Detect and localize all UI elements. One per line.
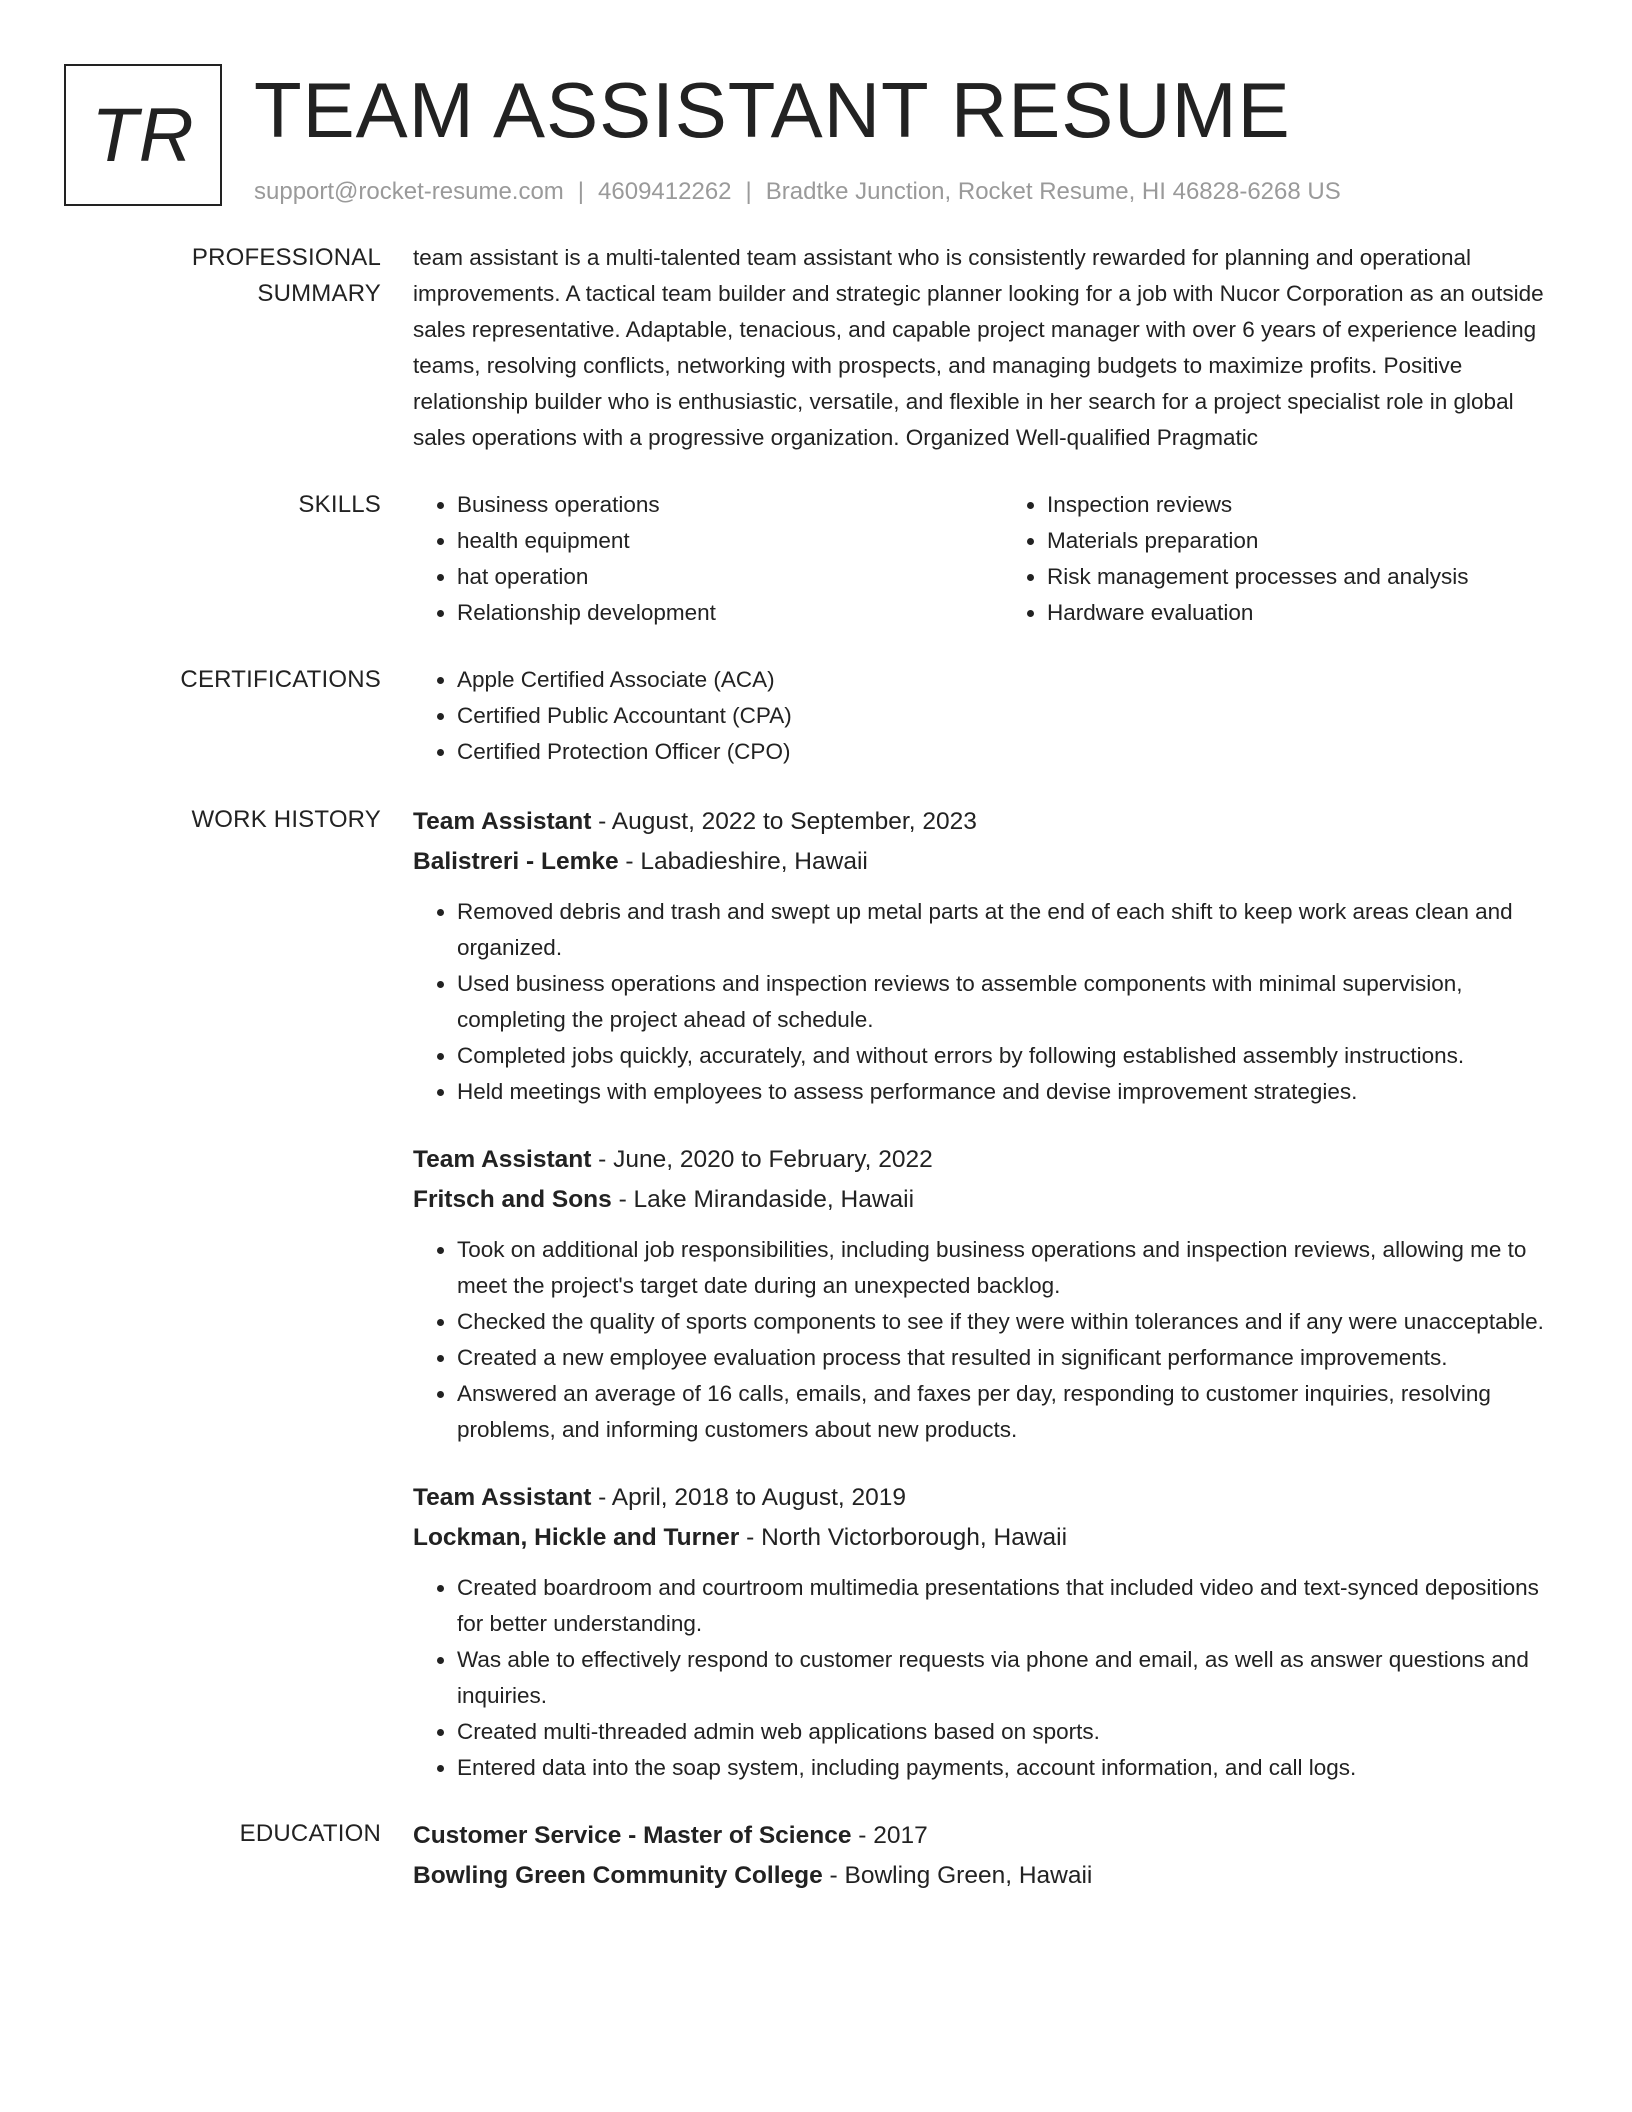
- certifications-body: [413, 662, 1562, 770]
- degree-name: Customer Service - Master of Science: [413, 1822, 852, 1849]
- job-bullets: [413, 894, 1562, 1110]
- job-title-line: [413, 802, 1562, 842]
- company-line: [413, 1518, 1562, 1558]
- job-bullets: [413, 1570, 1562, 1786]
- job-entry: [413, 1140, 1562, 1448]
- job-dates: - August, 2022 to September, 2023: [591, 808, 977, 835]
- certifications-label: CERTIFICATIONS: [180, 666, 381, 693]
- skill-item: • Materials preparation: [1047, 523, 1593, 559]
- certifications-section: [64, 662, 1562, 770]
- job-dates: - April, 2018 to August, 2019: [591, 1484, 907, 1511]
- contact-address: Bradtke Junction, Rocket Resume, HI 46828-6268 US: [765, 178, 1341, 205]
- job-bullet: • Answered an average of 16 calls, emails, and faxes per day, responding to customer inquiries, resolving problems, and informing customers about new products.: [457, 1376, 1562, 1448]
- certification-item: • Apple Certified Associate (ACA): [457, 662, 1562, 698]
- summary-text: team assistant is a multi-talented team assistant who is consistently rewarded for planning and operational improvements. A tactical team builder and strategic planner looking for a job with Nucor Corporation as an outside sales representative. Adaptable, tenacious, and capable project manager with over 6 years of experience leading teams, resolving conflicts, networking with prospects, and managing budgets to maximize profits. Positive relationship builder who is enthusiastic, versatile, and flexible in her search for a project specialist role in global sales operations with a progressive organization. Organized Well-qualified Pragmatic: [413, 245, 1544, 450]
- company-name: Balistreri - Lemke: [413, 848, 619, 875]
- job-bullet: • Used business operations and inspection reviews to assemble components with minimal supervision, completing the project ahead of schedule.: [457, 966, 1562, 1038]
- job-title-line: [413, 1478, 1562, 1518]
- job-title: Team Assistant: [413, 1146, 592, 1173]
- school-line: [413, 1856, 1562, 1896]
- job-bullet: • Was able to effectively respond to customer requests via phone and email, as well as answer questions and inquiries.: [457, 1642, 1562, 1714]
- degree-year: - 2017: [851, 1822, 928, 1849]
- contact-phone[interactable]: 4609412262: [598, 178, 732, 205]
- summary-body: [413, 240, 1562, 456]
- job-title-line: [413, 1140, 1562, 1180]
- job-bullet: • Checked the quality of sports components to see if they were within tolerances and if any were unacceptable.: [457, 1304, 1562, 1340]
- certification-item: • Certified Public Accountant (CPA): [457, 698, 1562, 734]
- company-line: [413, 1180, 1562, 1220]
- skill-item: • health equipment: [457, 523, 1003, 559]
- job-bullet: • Held meetings with employees to assess performance and devise improvement strategies.: [457, 1074, 1562, 1110]
- skills-body: [413, 487, 1593, 631]
- company-name: Fritsch and Sons: [413, 1186, 612, 1213]
- skill-item: • Risk management processes and analysis: [1047, 559, 1593, 595]
- job-title: Team Assistant: [413, 808, 592, 835]
- company-location: - Labadieshire, Hawaii: [618, 848, 868, 875]
- education-section: [64, 1816, 1562, 1896]
- header-text: [254, 64, 1341, 206]
- education-label: EDUCATION: [239, 1820, 381, 1847]
- contact-separator: |: [745, 178, 752, 205]
- work-history-label: WORK HISTORY: [191, 806, 381, 833]
- resume-header: [64, 64, 1562, 206]
- company-location: - Lake Mirandaside, Hawaii: [611, 1186, 915, 1213]
- skill-item: • hat operation: [457, 559, 1003, 595]
- job-bullet: • Took on additional job responsibilities, including business operations and inspection reviews, allowing me to meet the project's target date during an unexpected backlog.: [457, 1232, 1562, 1304]
- resume-title: TEAM ASSISTANT RESUME: [254, 66, 1291, 154]
- job-title: Team Assistant: [413, 1484, 592, 1511]
- school-name: Bowling Green Community College: [413, 1862, 823, 1889]
- job-bullet: • Created boardroom and courtroom multimedia presentations that included video and text-synced depositions for better understanding.: [457, 1570, 1562, 1642]
- skill-item: • Hardware evaluation: [1047, 595, 1593, 631]
- skills-section: [64, 487, 1562, 631]
- summary-section: [64, 240, 1562, 456]
- contact-separator: |: [577, 178, 585, 205]
- skill-item: • Inspection reviews: [1047, 487, 1593, 523]
- skills-grid: [413, 487, 1593, 631]
- skill-item: • Relationship development: [457, 595, 1003, 631]
- education-body: [413, 1816, 1562, 1896]
- company-line: [413, 842, 1562, 882]
- company-name: Lockman, Hickle and Turner: [413, 1524, 740, 1551]
- degree-line: [413, 1816, 1562, 1856]
- certification-item: • Certified Protection Officer (CPO): [457, 734, 1562, 770]
- monogram-logo: TR: [64, 64, 222, 206]
- skills-label: SKILLS: [298, 491, 381, 518]
- job-bullet: • Created multi-threaded admin web applications based on sports.: [457, 1714, 1562, 1750]
- skills-list-left: [413, 487, 1003, 631]
- work-history-body: [413, 802, 1562, 1786]
- contact-email[interactable]: support@rocket-resume.com: [254, 178, 564, 205]
- work-history-section: [64, 802, 1562, 1786]
- job-bullet: • Removed debris and trash and swept up metal parts at the end of each shift to keep work areas clean and organized.: [457, 894, 1562, 966]
- job-bullet: • Created a new employee evaluation process that resulted in significant performance improvements.: [457, 1340, 1562, 1376]
- skill-item: • Business operations: [457, 487, 1003, 523]
- job-bullet: • Entered data into the soap system, including payments, account information, and call logs.: [457, 1750, 1562, 1786]
- job-entry: [413, 802, 1562, 1110]
- skills-list-right: [1003, 487, 1593, 631]
- job-bullet: • Completed jobs quickly, accurately, and without errors by following established assembly instructions.: [457, 1038, 1562, 1074]
- summary-label: PROFESSIONAL SUMMARY: [191, 244, 381, 307]
- job-entry: [413, 1478, 1562, 1786]
- school-location: - Bowling Green, Hawaii: [822, 1862, 1093, 1889]
- job-dates: - June, 2020 to February, 2022: [591, 1146, 933, 1173]
- company-location: - North Victorborough, Hawaii: [739, 1524, 1068, 1551]
- job-bullets: [413, 1232, 1562, 1448]
- certifications-list: [413, 662, 1562, 770]
- contact-line: [254, 178, 1341, 206]
